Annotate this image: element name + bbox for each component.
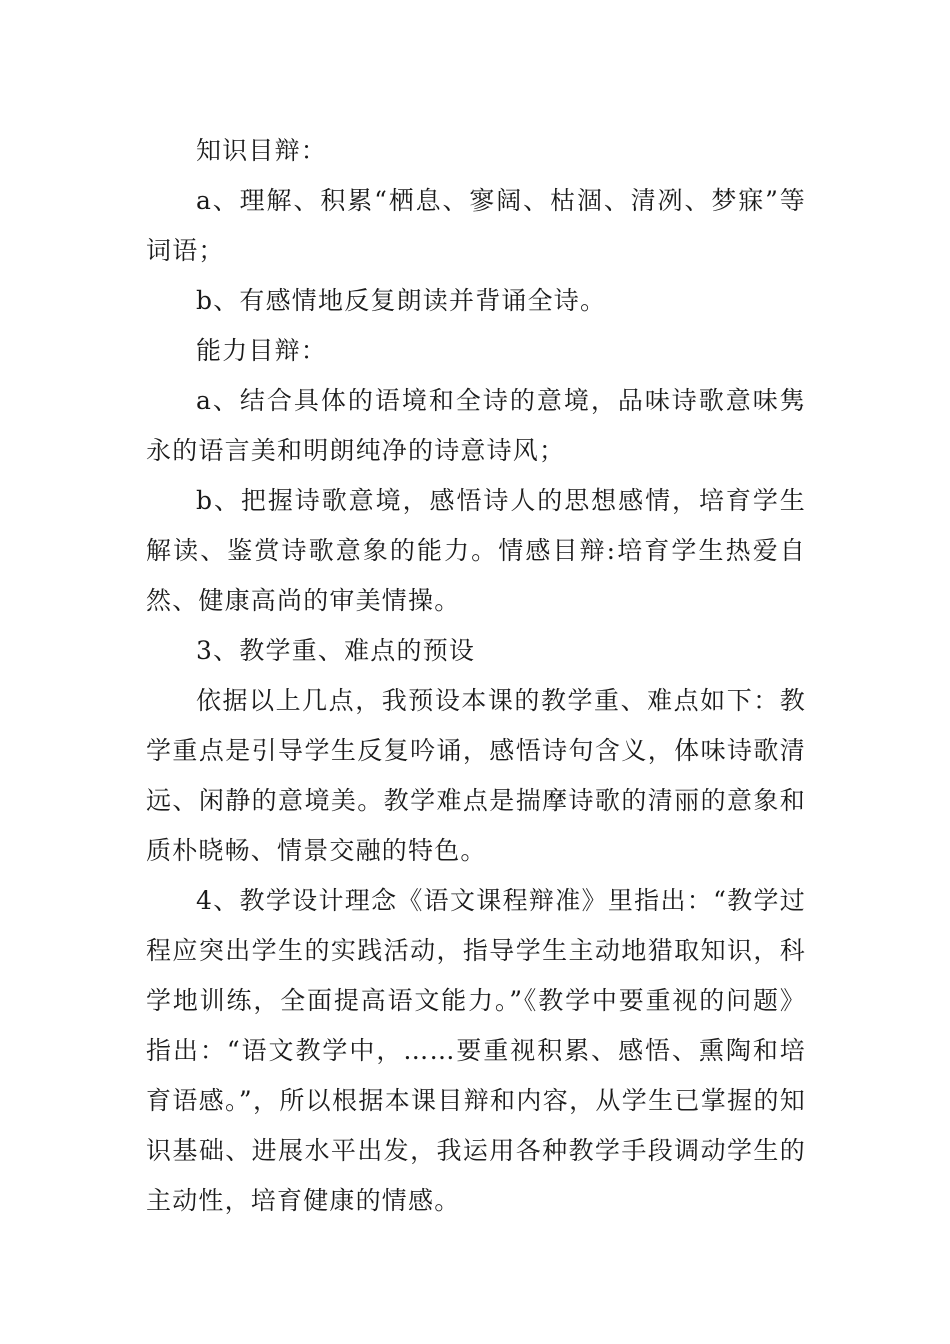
paragraph-ability-heading: 能力目辩： bbox=[196, 336, 328, 365]
paragraph-ability-b: b、把握诗歌意境，感悟诗人的思想感情，培育学生解读、鉴赏诗歌意象的能力。情感目辩:培育学生热爱自然、健康高尚的审美情操。 bbox=[146, 486, 806, 615]
paragraph-knowledge-heading: 知识目辩： bbox=[196, 136, 328, 165]
paragraph-knowledge-b: b、有感情地反复朗读并背诵全诗。 bbox=[196, 286, 607, 315]
paragraph-knowledge-a: a、理解、积累“栖息、寥阔、枯涸、清冽、梦寐”等词语； bbox=[146, 186, 806, 265]
paragraph-ability-a: a、结合具体的语境和全诗的意境，品味诗歌意味隽永的语言美和明朗纯净的诗意诗风； bbox=[146, 386, 806, 465]
paragraph-section-3-heading: 3、教学重、难点的预设 bbox=[196, 636, 476, 665]
document-body bbox=[146, 126, 806, 1226]
paragraph-section-4-design-concept: 4、教学设计理念《语文课程辩准》里指出：“教学过程应突出学生的实践活动，指导学生主动地猎取知识，科学地训练，全面提高语文能力。”《教学中要重视的问题》指出：“语文教学中，……要重视积累、感悟、熏陶和培育语感。”，所以根据本课目辩和内容，从学生已掌握的知识基础、进展水平出发，我运用各种教学手段调动学生的主动性，培育健康的情感。 bbox=[146, 886, 806, 1215]
paragraph-key-difficult-points: 依据以上几点，我预设本课的教学重、难点如下：教学重点是引导学生反复吟诵，感悟诗句含义，体味诗歌清远、闲静的意境美。教学难点是揣摩诗歌的清丽的意象和质朴晓畅、情景交融的特色。 bbox=[146, 686, 806, 865]
